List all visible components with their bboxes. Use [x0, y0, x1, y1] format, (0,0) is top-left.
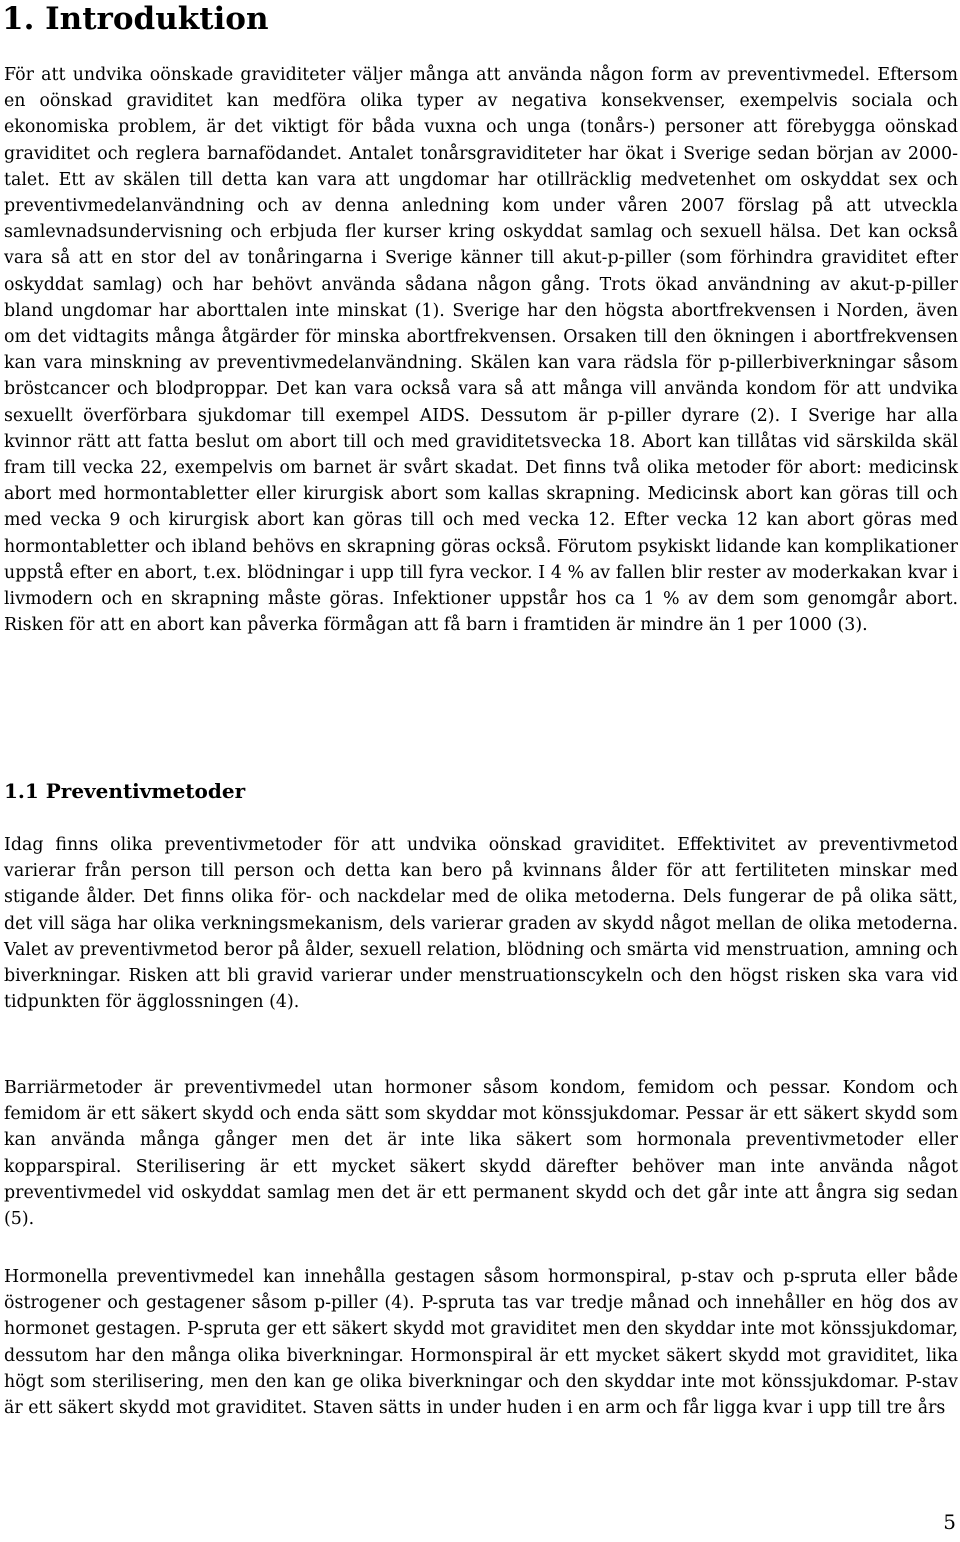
hormonal-methods-paragraph: Hormonella preventivmedel kan innehålla gestagen såsom hormonspiral, p-stav och p-spruta eller både östrogener och gestagener såsom p-piller (4). P-spruta tas var tredje månad och innehåller en hög dos av hormonet gestagen. P-spruta ger ett säkert skydd mot graviditet men den skyddar inte mot könssjukdomar, dessutom har den många olika biverkningar. Hormonspiral är ett mycket säkert skydd mot graviditet, lika högt som sterilisering, men den kan ge olika biverkningar och den skyddar inte mot könssjukdomar. P-stav är ett säkert skydd mot graviditet. Staven sätts in under huden i en arm och får ligga kvar i upp till tre års [4, 1267, 958, 1419]
barrier-methods-paragraph: Barriärmetoder är preventivmedel utan hormoner såsom kondom, femidom och pessar. Kondom och femidom är ett säkert skydd och enda sätt som skyddar mot könssjukdomar. Pessar är ett säkert skydd som kan använda många gånger men det är inte lika säkert som hormonala preventivmetoder eller kopparspiral. Sterilisering är ett mycket säkert skydd därefter behöver man inte använda något preventivmedel vid oskyddat samlag men det är ett permanent skydd och det går inte att ångra sig sedan (5). [4, 1078, 958, 1230]
preventive-methods-paragraph: Idag finns olika preventivmetoder för att undvika oönskad graviditet. Effektivitet av preventivmetod varierar från person till person och detta kan bero på kvinnans ålder för att fertiliteten minskar med stigande ålder. Det finns olika för- och nackdelar med de olika metoderna. Dels fungerar de på olika sätt, det vill säga har olika verkningsmekanism, dels varierar graden av skydd något mellan de olika metoderna. Valet av preventivmetod beror på ålder, sexuell relation, blödning och smärta vid menstruation, amning och biverkningar. Risken att bli gravid varierar under menstruationscykeln och den högst risken ska vara vid tidpunkten för ägglossningen (4). [4, 835, 958, 1013]
section-heading: 1. Introduktion [2, 1, 269, 37]
introduction-paragraph: För att undvika oönskade graviditeter väljer många att använda någon form av preventivmedel. Eftersom en oönskad graviditet kan medföra olika typer av negativa konsekvenser, exempelvis sociala och ekonomiska problem, är det viktigt för båda vuxna och unga (tonårs-) personer att förebygga oönskad graviditet och reglera barnafödandet. Antalet tonårsgraviditeter har ökat i Sverige sedan början av 2000-talet. Ett av skälen till detta kan vara att ungdomar har otillräcklig medvetenhet om oskyddat sex och preventivmedelanvändning och av denna anledning kom under våren 2007 förslag på att utveckla samlevnadsundervisning och erbjuda fler kurser kring oskyddat samlag och sexuell hälsa. Det kan också vara så att en stor del av tonåringarna i Sverige känner till akut-p-piller (som förhindra graviditet efter oskyddat samlag) och har behövt använda sådana någon gång. Trots ökad användning av akut-p-piller bland ungdomar har aborttalen inte minskat (1). Sverige har den högsta abortfrekvensen i Norden, även om det vidtagits många åtgärder för minska abortfrekvensen. Orsaken till den ökningen i abortfrekvensen kan vara minskning av preventivmedelanvändning. Skälen kan vara rädsla för p-pillerbiverkningar såsom bröstcancer och blodproppar. Det kan vara också vara så att många vill använda kondom för att undvika sexuellt överförbara sjukdomar till exempel AIDS. Dessutom är p-piller dyrare (2). I Sverige har alla kvinnor rätt att fatta beslut om abort till och med graviditetsvecka 18. Abort kan tillåtas vid särskilda skäl fram till vecka 22, exempelvis om barnet är svårt skadat. Det finns två olika metoder för abort: medicinsk abort med hormontabletter eller kirurgisk abort som kallas skrapning. Medicinsk abort kan göras till och med vecka 9 och kirurgisk abort kan göras till och med vecka 12. Efter vecka 12 kan abort göras med hormontabletter och ibland behövs en skrapning göras också. Förutom psykiskt lidande kan komplikationer uppstå efter en abort, t.ex. blödningar i upp till fyra veckor. I 4 % av fallen blir rester av moderkakan kvar i livmodern och en skrapning måste göras. Infektioner uppstår hos ca 1 % av dem som genomgår abort. Risken för att en abort kan påverka förmågan att få barn i framtiden är mindre än 1 per 1000 (3). [4, 65, 958, 636]
page-number: 5 [943, 1510, 956, 1534]
subsection-heading: 1.1 Preventivmetoder [4, 779, 246, 803]
